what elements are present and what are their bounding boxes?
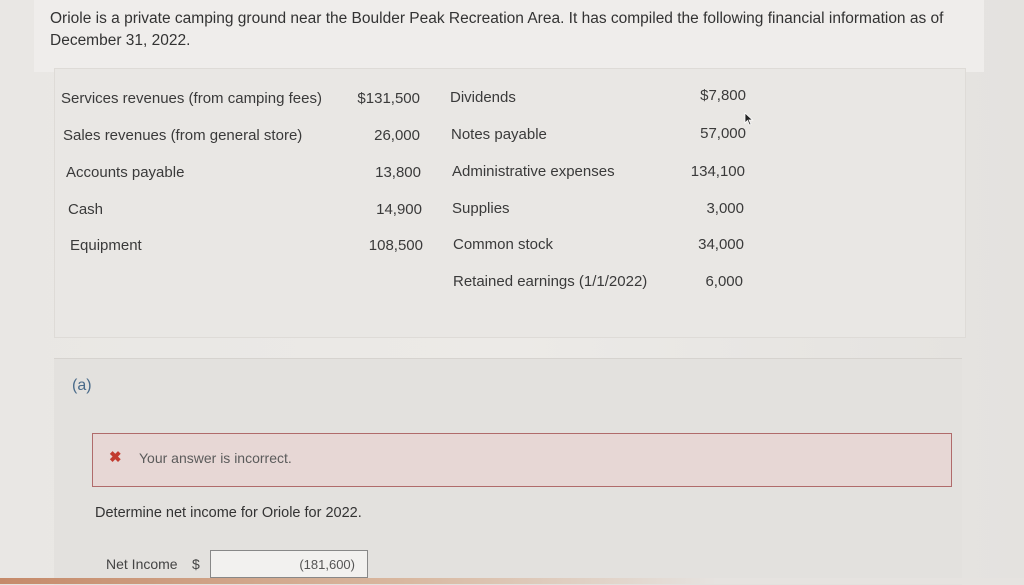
right-item-value: 34,000 [698,236,744,253]
left-item-label: Services revenues (from camping fees) [61,90,322,107]
problem-intro [34,0,984,72]
intro-text: Oriole is a private camping ground near the Boulder Peak Recreation Area. It has compiled the following financial information as of December 31, 2022. [50,10,944,49]
right-item-value: 134,100 [690,163,745,180]
left-item-value: 13,800 [375,164,421,181]
right-item-label: Common stock [453,236,554,253]
left-item-value: 26,000 [374,127,420,144]
right-item-value: $7,800 [700,87,746,104]
currency-symbol: $ [192,556,200,572]
right-item-label: Administrative expenses [452,163,615,180]
right-item-value: 57,000 [700,125,746,142]
right-item-label: Retained earnings (1/1/2022) [453,273,648,290]
right-item-label: Dividends [450,89,516,106]
net-income-label: Net Income [106,556,178,572]
bottom-edge [0,578,1024,584]
left-item-label: Accounts payable [66,164,185,181]
feedback-message: Your answer is incorrect. [139,450,292,466]
right-item-label: Supplies [452,200,510,217]
left-item-label: Cash [68,201,104,218]
right-item-value: 6,000 [705,273,743,290]
financial-data-panel [54,68,966,338]
right-item-label: Notes payable [451,126,547,143]
question-text: Determine net income for Oriole for 2022. [95,505,362,521]
left-item-value: $131,500 [357,90,420,107]
incorrect-x-icon: ✖ [109,449,122,466]
left-item-value: 14,900 [376,201,422,218]
left-item-label: Equipment [70,237,142,254]
part-a-label: (a) [72,377,92,394]
net-income-input[interactable] [210,550,368,578]
left-item-value: 108,500 [368,237,423,254]
incorrect-feedback-banner [92,433,952,487]
right-item-value: 3,000 [706,200,744,217]
left-item-label: Sales revenues (from general store) [63,127,303,144]
